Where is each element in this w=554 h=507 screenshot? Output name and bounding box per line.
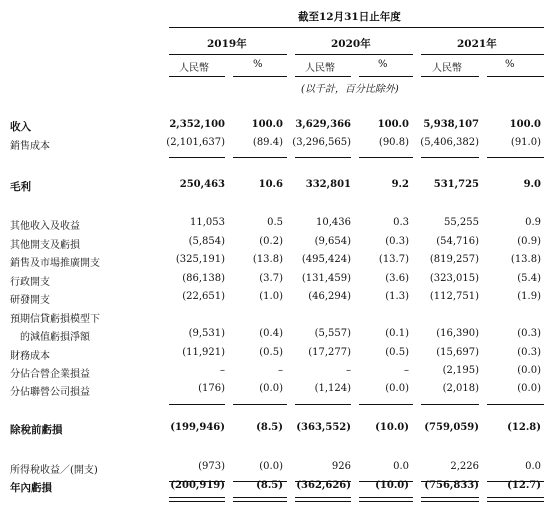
row-value: (13.8) — [252, 254, 283, 265]
rule-after-assoc-3 — [295, 404, 351, 405]
rule-after-tax-2 — [233, 481, 287, 482]
row-value: (0.0) — [517, 365, 541, 376]
row-value: 2,352,100 — [169, 119, 225, 130]
row-value: (2,195) — [442, 365, 479, 376]
year-2021: 2021年 — [457, 38, 497, 50]
sub-underline-6 — [487, 76, 544, 77]
row-label: 收入 — [10, 121, 31, 133]
row-value: (12.8) — [507, 422, 541, 433]
row-label: 的減值虧損淨額 — [20, 332, 90, 343]
rule-after-cost-5 — [421, 157, 479, 158]
row-value: (0.3) — [385, 236, 409, 247]
row-value: 0.5 — [267, 217, 283, 228]
rule-after-tax-3 — [295, 481, 351, 482]
row-value: 5,938,107 — [423, 119, 479, 130]
row-value: (5,557) — [314, 328, 351, 339]
row-value: (0.9) — [517, 236, 541, 247]
row-label: 財務成本 — [10, 351, 50, 362]
double-rule-2 — [233, 497, 287, 502]
sub-underline-2 — [233, 76, 287, 77]
rule-after-cost-4 — [359, 157, 413, 158]
row-value: 0.0 — [525, 461, 541, 472]
double-rule-5 — [421, 497, 479, 502]
row-value: (819,257) — [429, 254, 479, 265]
row-value: (12.7) — [507, 480, 541, 491]
row-value: – — [278, 365, 283, 376]
row-value: (323,015) — [429, 273, 479, 284]
percent-2021: % — [505, 59, 515, 70]
currency-2021: 人民幣 — [432, 63, 462, 74]
row-value: 10,436 — [316, 217, 351, 228]
row-value: 531,725 — [433, 179, 479, 190]
year-2019: 2019年 — [207, 38, 247, 50]
rule-after-cost-2 — [233, 157, 287, 158]
row-value: 9.0 — [523, 179, 541, 190]
row-label: 所得稅收益／(開支) — [10, 465, 98, 476]
row-value: (2,101,637) — [166, 137, 225, 148]
row-value: (10.0) — [375, 480, 409, 491]
row-value: (13.8) — [510, 254, 541, 265]
sub-underline-5 — [421, 76, 479, 77]
row-label: 研發開支 — [10, 295, 50, 306]
rule-after-assoc-4 — [359, 404, 413, 405]
row-value: (0.1) — [385, 328, 409, 339]
row-value: 0.0 — [393, 461, 409, 472]
rule-after-assoc-6 — [487, 404, 544, 405]
year-2021-underline — [421, 54, 544, 55]
row-value: (9,654) — [314, 236, 351, 247]
year-2019-underline — [169, 54, 287, 55]
row-label: 毛利 — [10, 181, 31, 193]
row-value: (363,552) — [296, 422, 351, 433]
percent-2019: % — [253, 59, 263, 70]
double-rule-1 — [169, 497, 225, 502]
row-value: 0.9 — [525, 217, 541, 228]
row-value: (0.4) — [259, 328, 283, 339]
rule-after-tax-1 — [169, 481, 225, 482]
row-value: (10.0) — [375, 422, 409, 433]
row-value: (1.0) — [259, 291, 283, 302]
row-value: (0.2) — [259, 236, 283, 247]
row-value: (8.5) — [256, 422, 283, 433]
row-value: 11,053 — [190, 217, 225, 228]
rule-after-assoc-5 — [421, 404, 479, 405]
row-value: (0.0) — [517, 383, 541, 394]
row-value: (0.0) — [259, 461, 283, 472]
row-value: 3,629,366 — [295, 119, 351, 130]
row-value: (90.8) — [378, 137, 409, 148]
row-label: 銷售成本 — [10, 141, 50, 152]
sub-underline-4 — [359, 76, 413, 77]
rule-after-cost-3 — [295, 157, 351, 158]
row-value: (0.5) — [259, 347, 283, 358]
sub-underline-1 — [169, 76, 225, 77]
row-label: 其他開支及虧損 — [10, 240, 80, 251]
row-value: (11,921) — [182, 347, 225, 358]
row-value: – — [220, 365, 225, 376]
row-value: (9,531) — [188, 328, 225, 339]
row-label: 分佔合營企業損益 — [10, 369, 90, 380]
row-value: (17,277) — [308, 347, 351, 358]
row-value: (3.7) — [259, 273, 283, 284]
row-value: (1.9) — [517, 291, 541, 302]
units-note: (以千計，百分比除外) — [301, 84, 399, 95]
row-value: (1,124) — [314, 383, 351, 394]
row-value: (91.0) — [510, 137, 541, 148]
row-value: (973) — [198, 461, 225, 472]
row-value: (0.3) — [517, 328, 541, 339]
row-value: 10.6 — [258, 179, 283, 190]
row-value: (15,697) — [436, 347, 479, 358]
row-value: (0.5) — [385, 347, 409, 358]
row-value: – — [404, 365, 409, 376]
double-rule-4 — [359, 497, 413, 502]
row-value: (8.5) — [256, 480, 283, 491]
row-value: (13.7) — [378, 254, 409, 265]
row-value: 332,801 — [305, 179, 351, 190]
row-value: (16,390) — [436, 328, 479, 339]
year-2020: 2020年 — [331, 38, 371, 50]
row-label: 預期信貸虧損模型下 — [10, 314, 100, 325]
row-value: (5,854) — [188, 236, 225, 247]
row-value: 100.0 — [251, 119, 283, 130]
row-value: (0.0) — [259, 383, 283, 394]
row-value: (759,059) — [424, 422, 479, 433]
row-value: (0.0) — [385, 383, 409, 394]
row-value: 100.0 — [377, 119, 409, 130]
currency-2020: 人民幣 — [305, 63, 335, 74]
row-label: 銷售及市場推廣開支 — [10, 258, 100, 269]
row-value: 55,255 — [444, 217, 479, 228]
row-value: (5,406,382) — [420, 137, 479, 148]
row-value: (89.4) — [252, 137, 283, 148]
row-value: (54,716) — [436, 236, 479, 247]
row-value: (362,626) — [296, 480, 351, 491]
rule-after-tax-5 — [421, 481, 479, 482]
row-value: (5.4) — [517, 273, 541, 284]
row-value: – — [346, 365, 351, 376]
double-rule-3 — [295, 497, 351, 502]
row-value: 100.0 — [509, 119, 541, 130]
row-label: 分佔聯營公司損益 — [10, 387, 90, 398]
row-value: (112,751) — [429, 291, 479, 302]
row-value: (86,138) — [182, 273, 225, 284]
row-value: (325,191) — [175, 254, 225, 265]
row-value: 250,463 — [179, 179, 225, 190]
row-value: (0.3) — [517, 347, 541, 358]
sub-underline-3 — [295, 76, 351, 77]
rule-after-tax-6 — [487, 481, 544, 482]
rule-after-tax-4 — [359, 481, 413, 482]
rule-after-cost — [169, 157, 225, 158]
rule-after-cost-6 — [487, 157, 544, 158]
period-underline — [169, 27, 544, 28]
row-value: 9.2 — [391, 179, 409, 190]
row-value: (131,459) — [301, 273, 351, 284]
row-label: 年內虧損 — [10, 482, 52, 494]
row-value: (3,296,565) — [292, 137, 351, 148]
row-label: 除稅前虧損 — [10, 424, 63, 436]
row-label: 其他收入及收益 — [10, 221, 80, 232]
double-rule-6 — [487, 497, 544, 502]
row-value: (46,294) — [308, 291, 351, 302]
percent-2020: % — [378, 59, 388, 70]
row-label: 行政開支 — [10, 277, 50, 288]
year-2020-underline — [295, 54, 413, 55]
currency-2019: 人民幣 — [179, 63, 209, 74]
row-value: 0.3 — [393, 217, 409, 228]
row-value: 926 — [331, 461, 351, 472]
row-value: (3.6) — [385, 273, 409, 284]
row-value: (176) — [198, 383, 225, 394]
row-value: (200,919) — [170, 480, 225, 491]
row-value: (22,651) — [182, 291, 225, 302]
row-value: (199,946) — [170, 422, 225, 433]
row-value: 2,226 — [450, 461, 479, 472]
period-title: 截至12月31日止年度 — [298, 11, 401, 23]
rule-after-assoc-1 — [169, 404, 225, 405]
row-value: (1.3) — [385, 291, 409, 302]
row-value: (756,833) — [424, 480, 479, 491]
rule-after-assoc-2 — [233, 404, 287, 405]
row-value: (495,424) — [301, 254, 351, 265]
row-value: (2,018) — [442, 383, 479, 394]
